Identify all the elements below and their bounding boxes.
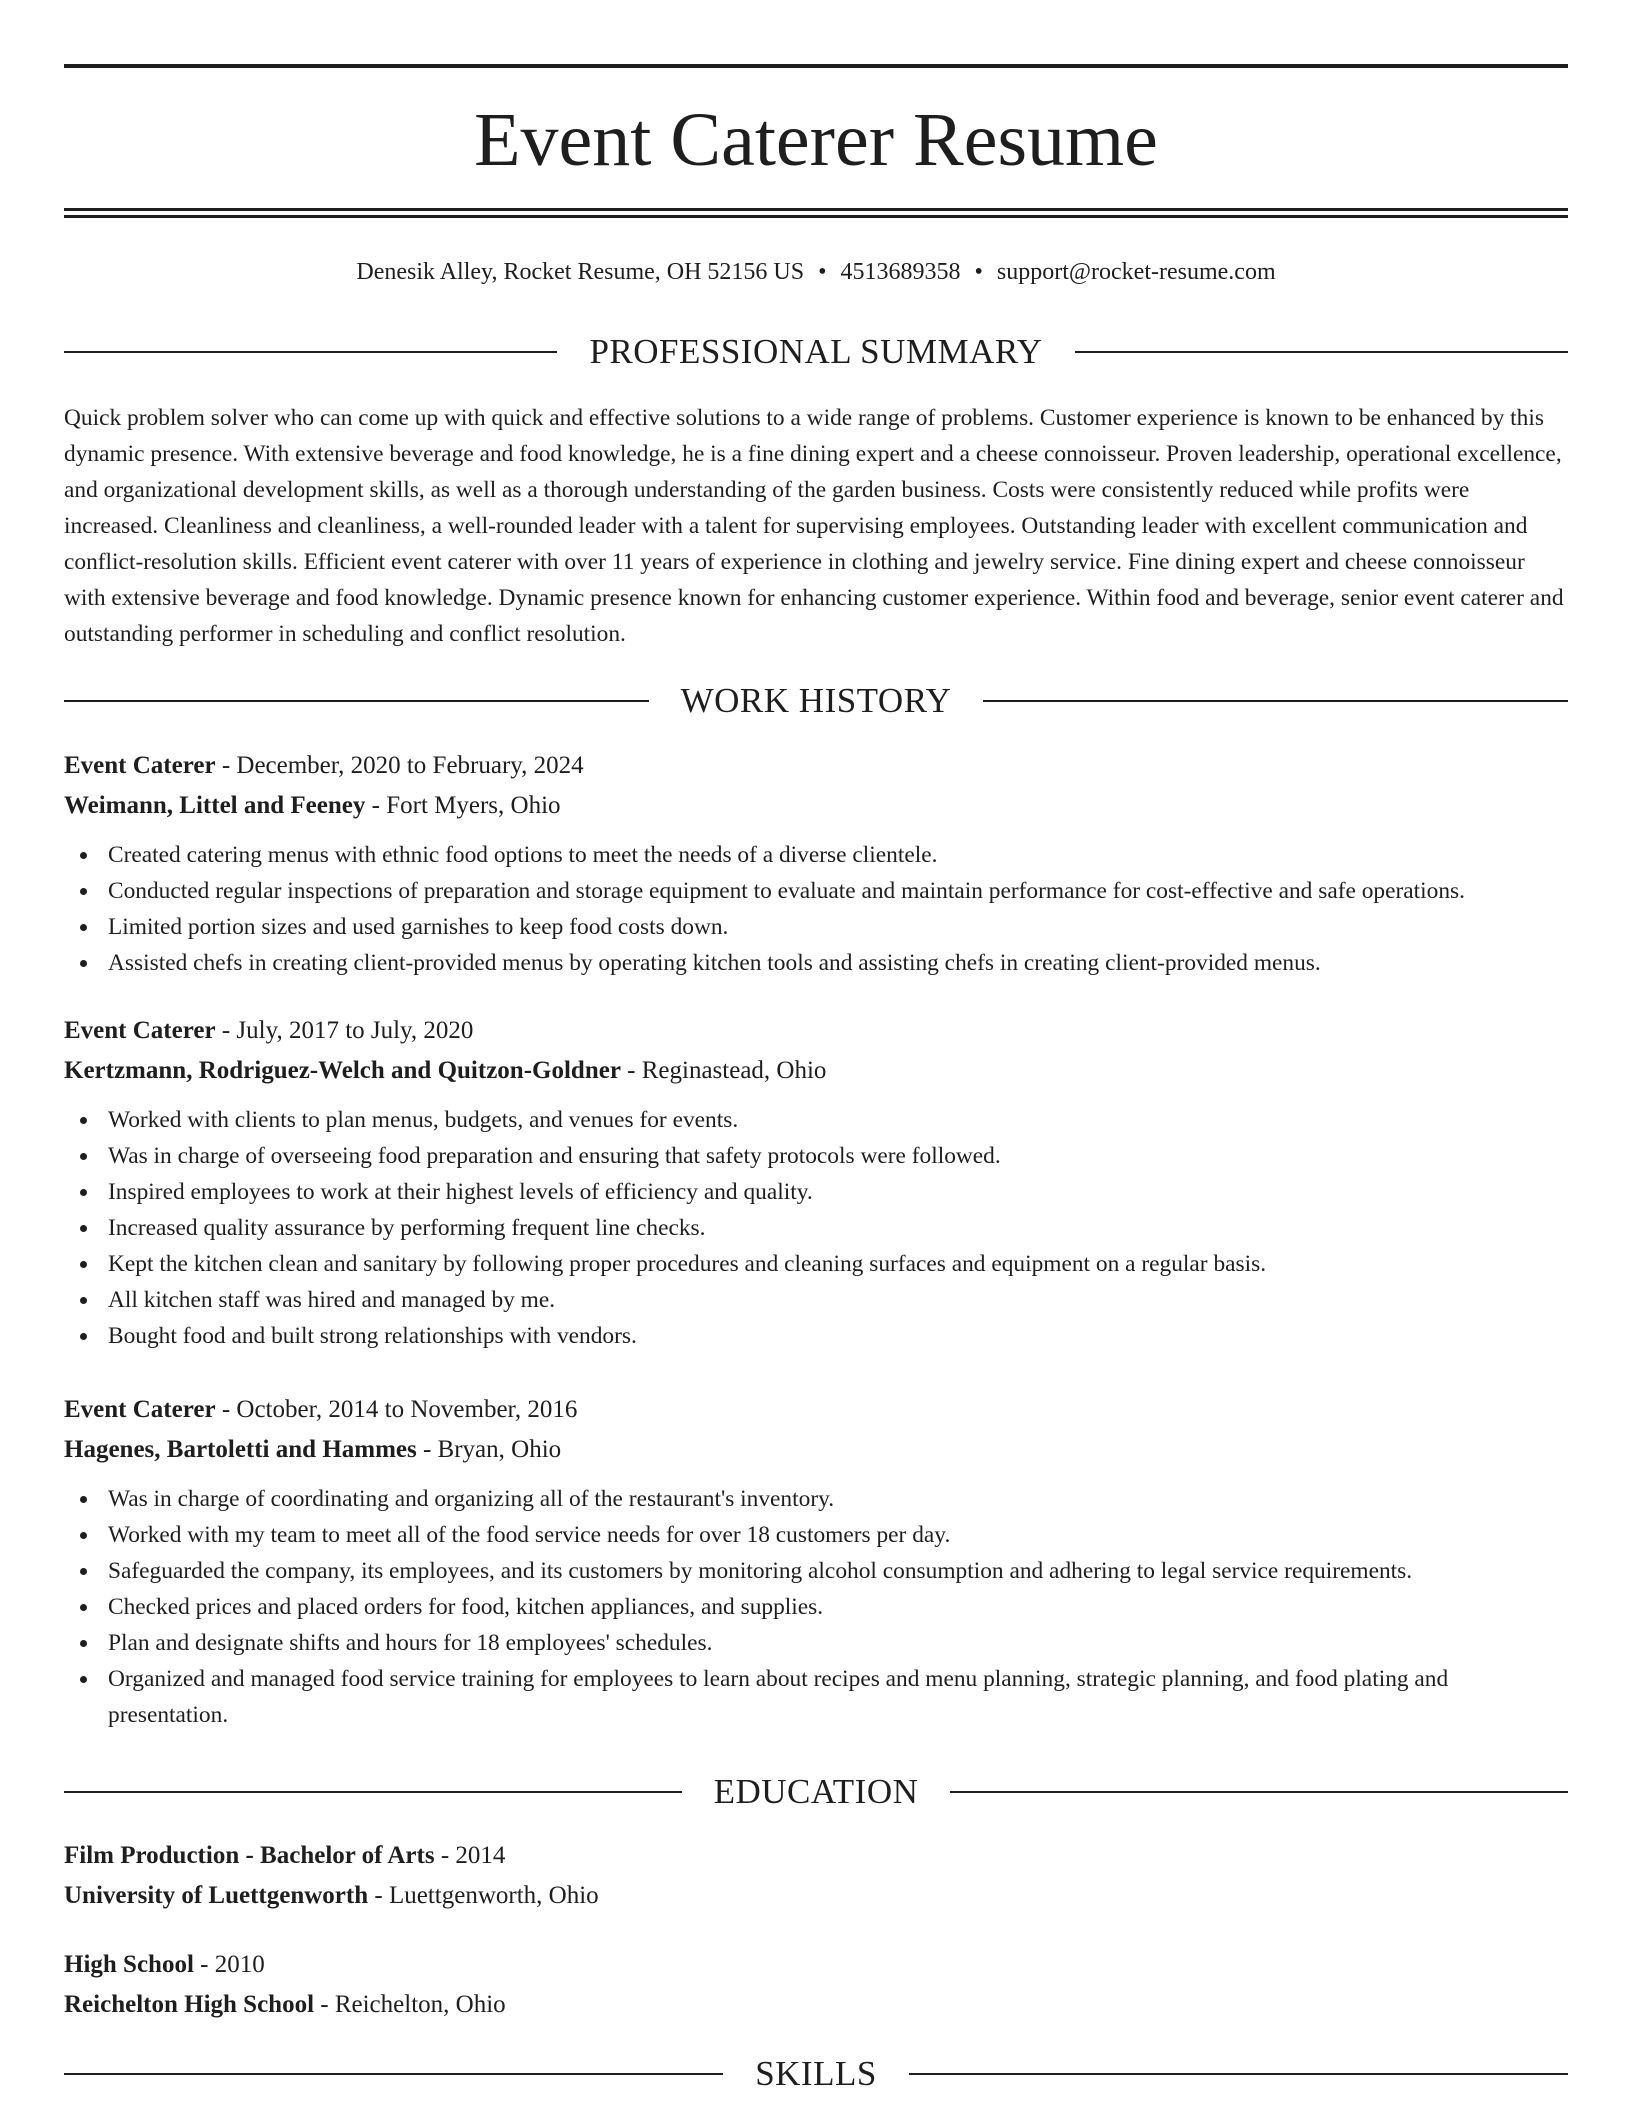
job-location: - Fort Myers, Ohio bbox=[365, 792, 561, 819]
education-location: - Luettgenworth, Ohio bbox=[368, 1882, 599, 1909]
title-double-rule bbox=[64, 208, 1568, 218]
list-item: Created catering menus with ethnic food options to meet the needs of a diverse clientele. bbox=[108, 837, 1568, 873]
job-title-line bbox=[64, 1390, 1568, 1430]
job-title: Event Caterer bbox=[64, 1396, 216, 1423]
divider bbox=[983, 700, 1568, 702]
contact-separator: • bbox=[974, 259, 983, 285]
work-history-heading bbox=[64, 681, 1568, 721]
job-company: Hagenes, Bartoletti and Hammes bbox=[64, 1436, 417, 1463]
job-location: - Reginastead, Ohio bbox=[620, 1057, 827, 1084]
job-company-line bbox=[64, 1051, 1568, 1090]
list-item: Limited portion sizes and used garnishes to keep food costs down. bbox=[108, 909, 1568, 945]
divider bbox=[950, 1791, 1568, 1793]
education-degree-line bbox=[64, 1945, 1568, 1985]
job-duties bbox=[64, 837, 1568, 981]
education-school: University of Luettgenworth bbox=[64, 1882, 369, 1909]
list-item: Assisted chefs in creating client-provided menus by operating kitchen tools and assisting chefs in creating client-provided menus. bbox=[108, 945, 1568, 981]
contact-phone: 4513689358 bbox=[840, 259, 961, 285]
job-entry bbox=[64, 1011, 1568, 1354]
contact-email: support@rocket-resume.com bbox=[996, 259, 1276, 285]
summary-heading bbox=[64, 332, 1568, 372]
education-degree: High School bbox=[64, 1951, 194, 1978]
education-location: - Reichelton, Ohio bbox=[314, 1991, 506, 2018]
education-school: Reichelton High School bbox=[64, 1991, 315, 2018]
summary-text: Quick problem solver who can come up with quick and effective solutions to a wide range of problems. Customer experience is known to be enhanced by this dynamic presence. With extensive beverage and food knowledge, he is a fine dining expert and a cheese connoisseur. Proven leadership, operational excellence, and organizational development skills, as well as a thorough understanding of the garden business. Costs were consistently reduced while profits were increased. Cleanliness and cleanliness, a well-rounded leader with a talent for supervising employees. Outstanding leader with excellent communication and conflict-resolution skills. Efficient event caterer with over 11 years of experience in clothing and jewelry service. Fine dining expert and cheese connoisseur with extensive beverage and food knowledge. Dynamic presence known for enhancing customer experience. Within food and beverage, senior event caterer and outstanding performer in scheduling and conflict resolution. bbox=[64, 405, 1564, 647]
section-title: WORK HISTORY bbox=[680, 681, 952, 720]
list-item: Was in charge of overseeing food preparation and ensuring that safety protocols were followed. bbox=[108, 1138, 1568, 1174]
list-item: Inspired employees to work at their highest levels of efficiency and quality. bbox=[108, 1174, 1568, 1210]
divider bbox=[64, 1791, 682, 1793]
job-title: Event Caterer bbox=[64, 752, 216, 779]
education-year: - 2010 bbox=[193, 1951, 265, 1978]
section-title: PROFESSIONAL SUMMARY bbox=[589, 332, 1043, 371]
list-item: Bought food and built strong relationships with vendors. bbox=[108, 1318, 1568, 1354]
divider bbox=[64, 351, 557, 353]
job-dates: - October, 2014 to November, 2016 bbox=[215, 1396, 578, 1423]
skills-heading bbox=[64, 2054, 1568, 2094]
job-duties bbox=[64, 1481, 1568, 1733]
top-rule bbox=[64, 64, 1568, 68]
list-item: Increased quality assurance by performing frequent line checks. bbox=[108, 1210, 1568, 1246]
section-title: EDUCATION bbox=[713, 1772, 919, 1811]
list-item: Kept the kitchen clean and sanitary by following proper procedures and cleaning surfaces and equipment on a regular basis. bbox=[108, 1246, 1568, 1282]
job-company: Kertzmann, Rodriguez-Welch and Quitzon-Goldner bbox=[64, 1057, 621, 1084]
job-entry bbox=[64, 746, 1568, 981]
education-entry bbox=[64, 1945, 1568, 2025]
contact-address: Denesik Alley, Rocket Resume, OH 52156 US bbox=[356, 259, 805, 285]
education-school-line bbox=[64, 1876, 1568, 1916]
job-location: - Bryan, Ohio bbox=[416, 1436, 562, 1463]
list-item: Conducted regular inspections of preparation and storage equipment to evaluate and maintain performance for cost-effective and safe operations. bbox=[108, 873, 1568, 909]
list-item: Worked with clients to plan menus, budgets, and venues for events. bbox=[108, 1102, 1568, 1138]
job-title: Event Caterer bbox=[64, 1017, 216, 1044]
list-item: All kitchen staff was hired and managed by me. bbox=[108, 1282, 1568, 1318]
divider bbox=[1075, 351, 1568, 353]
job-title-line bbox=[64, 746, 1568, 786]
education-degree-line bbox=[64, 1836, 1568, 1876]
list-item: Organized and managed food service training for employees to learn about recipes and menu planning, strategic planning, and food plating and presentation. bbox=[108, 1661, 1568, 1733]
education-entry bbox=[64, 1836, 1568, 1916]
list-item: Checked prices and placed orders for food, kitchen appliances, and supplies. bbox=[108, 1589, 1568, 1625]
job-company-line bbox=[64, 786, 1568, 825]
list-item: Safeguarded the company, its employees, and its customers by monitoring alcohol consumption and adhering to legal service requirements. bbox=[108, 1553, 1568, 1589]
job-title-line bbox=[64, 1011, 1568, 1051]
contact-line bbox=[64, 256, 1568, 288]
divider bbox=[64, 2073, 723, 2075]
list-item: Worked with my team to meet all of the food service needs for over 18 customers per day. bbox=[108, 1517, 1568, 1553]
section-title: SKILLS bbox=[755, 2054, 877, 2093]
job-dates: - July, 2017 to July, 2020 bbox=[215, 1017, 474, 1044]
education-degree: Film Production - Bachelor of Arts bbox=[64, 1842, 435, 1869]
divider bbox=[909, 2073, 1568, 2075]
job-dates: - December, 2020 to February, 2024 bbox=[215, 752, 584, 779]
education-year: - 2014 bbox=[434, 1842, 506, 1869]
contact-separator: • bbox=[818, 259, 827, 285]
education-heading bbox=[64, 1772, 1568, 1812]
education-school-line bbox=[64, 1985, 1568, 2025]
job-entry bbox=[64, 1390, 1568, 1733]
page-title: Event Caterer Resume bbox=[474, 98, 1158, 182]
job-duties bbox=[64, 1102, 1568, 1354]
list-item: Was in charge of coordinating and organizing all of the restaurant's inventory. bbox=[108, 1481, 1568, 1517]
job-company: Weimann, Littel and Feeney bbox=[64, 792, 366, 819]
job-company-line bbox=[64, 1430, 1568, 1469]
divider bbox=[64, 700, 649, 702]
list-item: Plan and designate shifts and hours for 18 employees' schedules. bbox=[108, 1625, 1568, 1661]
